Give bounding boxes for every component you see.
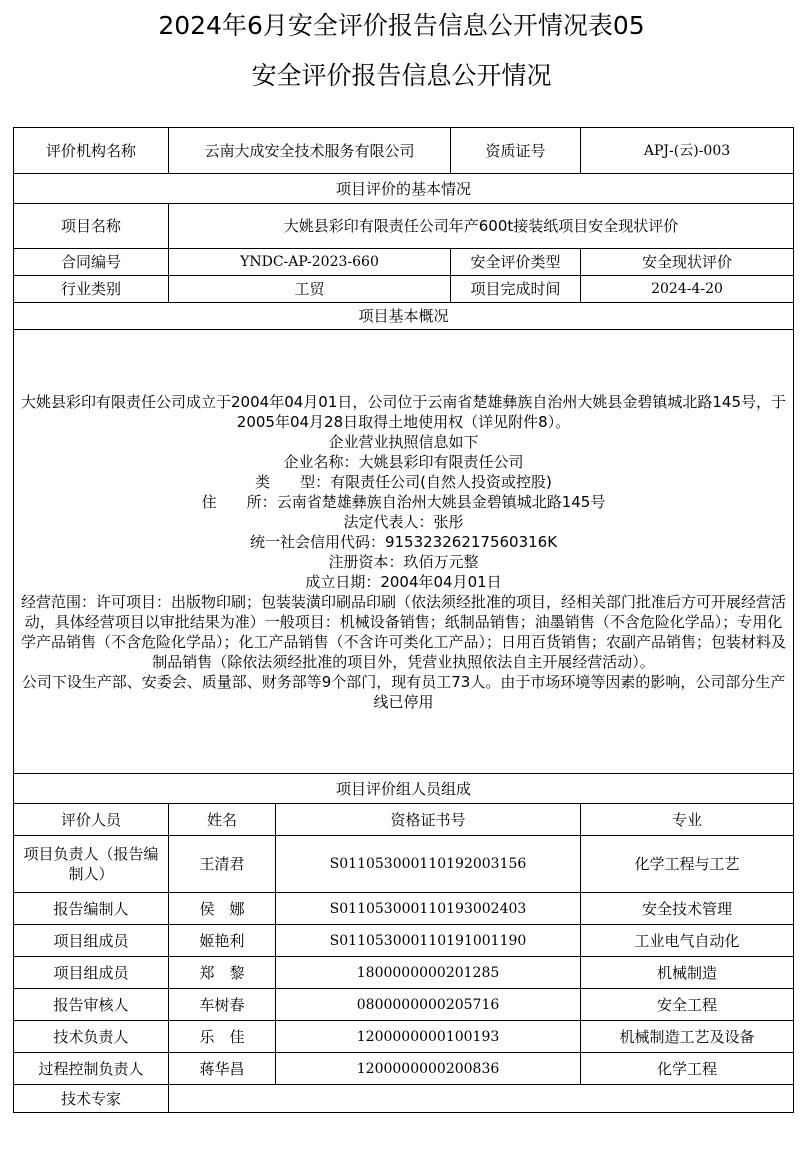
team-header-cert: 资格证书号 (276, 804, 581, 836)
project-name-label: 项目名称 (14, 204, 169, 249)
overview-paragraph-2: 企业营业执照信息如下 (328, 432, 479, 451)
finish-label: 项目完成时间 (451, 276, 581, 303)
team-major-cell: 安全技术管理 (581, 893, 794, 925)
overview-paragraph-1: 大姚县彩印有限责任公司成立于2004年04月01日，公司位于云南省楚雄彝族自治州大姚县金碧镇城北路145号，于2005年04月28日取得土地使用权（详见附件8）。 (21, 392, 786, 431)
scope-label: 经营范围： (20, 592, 96, 611)
team-header-major: 专业 (581, 804, 794, 836)
team-header-row (14, 804, 794, 836)
table-row (14, 989, 794, 1021)
table-row (14, 893, 794, 925)
team-cert-cell: S011053000110191001190 (276, 925, 581, 957)
industry-value: 工贸 (169, 276, 451, 303)
team-major-cell: 机械制造工艺及设备 (581, 1021, 794, 1053)
table-row (14, 957, 794, 989)
table-row (14, 1053, 794, 1085)
company-name-label: 企业名称： (283, 452, 359, 471)
org-row (14, 128, 794, 174)
team-cert-cell: 1200000000100193 (276, 1021, 581, 1053)
company-address-line (18, 492, 789, 512)
org-name-label: 评价机构名称 (14, 128, 169, 174)
team-cert-cell: 1200000000200836 (276, 1053, 581, 1085)
team-role-cell: 项目组成员 (14, 957, 169, 989)
legal-rep-label: 法定代表人： (343, 512, 434, 531)
team-name-cell: 车树春 (169, 989, 276, 1021)
team-name-cell: 郑 黎 (169, 957, 276, 989)
team-cert-cell: S011053000110192003156 (276, 836, 581, 893)
finish-value: 2024-4-20 (581, 276, 794, 303)
eval-type-value: 安全现状评价 (581, 249, 794, 276)
team-section-title: 项目评价组人员组成 (14, 774, 794, 804)
team-major-cell: 化学工程与工艺 (581, 836, 794, 893)
team-name-cell: 王清君 (169, 836, 276, 893)
document-subtitle: 安全评价报告信息公开情况 (251, 61, 552, 90)
expert-row (14, 1085, 794, 1113)
team-major-cell: 机械制造 (581, 957, 794, 989)
credit-code-line (18, 532, 789, 552)
industry-label: 行业类别 (14, 276, 169, 303)
project-name-value: 大姚县彩印有限责任公司年产600t接装纸项目安全现状评价 (169, 204, 794, 249)
disclosure-table (13, 127, 794, 1113)
table-row (14, 925, 794, 957)
capital-line (18, 552, 789, 572)
overview-section-title: 项目基本概况 (14, 303, 794, 330)
team-role-cell: 报告编制人 (14, 893, 169, 925)
credit-code-value: 91532326217560316K (384, 532, 558, 551)
founded-label: 成立日期： (305, 572, 381, 591)
team-role-cell: 项目负责人（报告编制人） (14, 836, 169, 893)
company-type-label: 类 型： (255, 472, 331, 491)
team-major-cell: 安全工程 (581, 989, 794, 1021)
capital-value: 玖佰万元整 (403, 552, 479, 571)
overview-body (14, 330, 794, 774)
company-address-value: 云南省楚雄彝族自治州大姚县金碧镇城北路145号 (276, 492, 606, 511)
expert-label: 技术专家 (14, 1085, 169, 1113)
company-type-line (18, 472, 789, 492)
legal-rep-line (18, 512, 789, 532)
cert-label: 资质证号 (451, 128, 581, 174)
capital-label: 注册资本： (328, 552, 404, 571)
team-name-cell: 乐 佳 (169, 1021, 276, 1053)
team-name-cell: 姬艳利 (169, 925, 276, 957)
contract-value: YNDC-AP-2023-660 (169, 249, 451, 276)
scope-value: 许可项目：出版物印刷；包装装潢印刷品印刷（依法须经批准的项目，经相关部门批准后方可开展经营活动，具体经营项目以审批结果为准）一般项目：机械设备销售；纸制品销售；油墨销售（不含危险化学品）；专用化学产品销售（不含危险化学品）；化工产品销售（不含许可类化工产品）；日用百货销售；农副产品销售；包装材料及制品销售（除依法须经批准的项目外，凭营业执照依法自主开展经营活动）。 (21, 592, 787, 671)
company-name-line (18, 452, 789, 472)
team-cert-cell: 1800000000201285 (276, 957, 581, 989)
org-name-value: 云南大成安全技术服务有限公司 (169, 128, 451, 174)
team-cert-cell: S011053000110193002403 (276, 893, 581, 925)
legal-rep-value: 张彤 (433, 512, 464, 531)
expert-value (169, 1085, 794, 1113)
cert-value: APJ-(云)-003 (581, 128, 794, 174)
table-row (14, 1021, 794, 1053)
team-major-cell: 化学工程 (581, 1053, 794, 1085)
overview-paragraph-last: 公司下设生产部、安委会、质量部、财务部等9个部门，现有员工73人。由于市场环境等因素的影响，公司部分生产线已停用 (21, 672, 786, 711)
project-name-row (14, 204, 794, 249)
company-address-label: 住 所： (201, 492, 277, 511)
team-header-role: 评价人员 (14, 804, 169, 836)
company-name-value: 大姚县彩印有限责任公司 (358, 452, 524, 471)
company-type-value: 有限责任公司(自然人投资或控股) (330, 472, 552, 491)
team-role-cell: 过程控制负责人 (14, 1053, 169, 1085)
team-cert-cell: 0800000000205716 (276, 989, 581, 1021)
founded-line (18, 572, 789, 592)
founded-value: 2004年04月01日 (380, 572, 502, 591)
team-header-name: 姓名 (169, 804, 276, 836)
team-name-cell: 蒋华昌 (169, 1053, 276, 1085)
eval-type-label: 安全评价类型 (451, 249, 581, 276)
contract-label: 合同编号 (14, 249, 169, 276)
credit-code-label: 统一社会信用代码： (249, 532, 385, 551)
industry-row (14, 276, 794, 303)
team-name-cell: 侯 娜 (169, 893, 276, 925)
team-role-cell: 报告审核人 (14, 989, 169, 1021)
basic-section-title: 项目评价的基本情况 (14, 174, 794, 204)
team-role-cell: 技术负责人 (14, 1021, 169, 1053)
team-major-cell: 工业电气自动化 (581, 925, 794, 957)
scope-line (18, 592, 789, 672)
team-role-cell: 项目组成员 (14, 925, 169, 957)
document-title: 2024年6月安全评价报告信息公开情况表05 (158, 11, 645, 40)
contract-row (14, 249, 794, 276)
table-row (14, 836, 794, 893)
